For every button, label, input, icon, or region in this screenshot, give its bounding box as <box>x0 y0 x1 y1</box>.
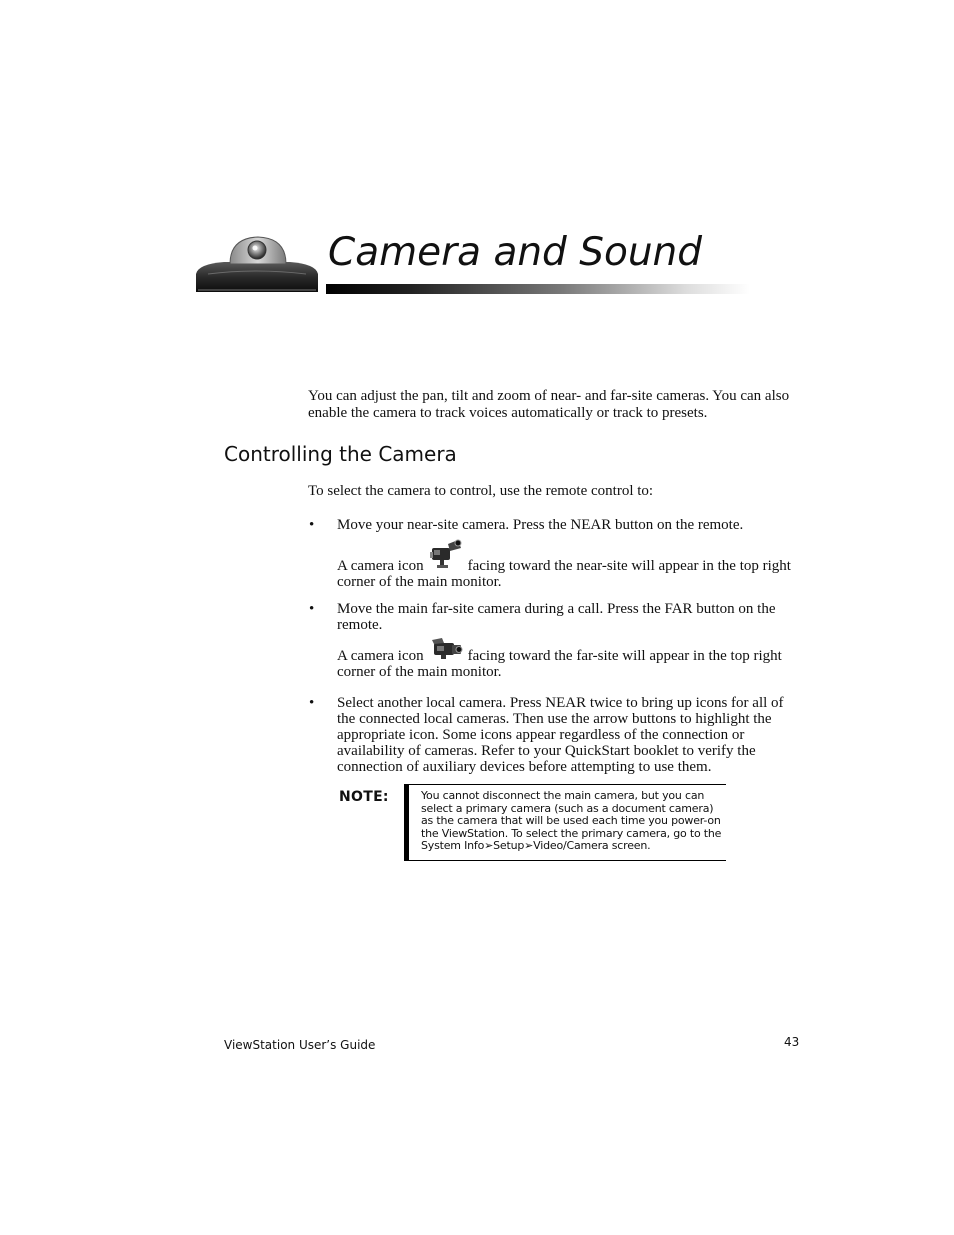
chapter-title: Camera and Sound <box>328 230 703 275</box>
viewstation-camera-icon <box>194 234 320 296</box>
page-number: 43 <box>784 1035 800 1049</box>
title-rule <box>326 284 750 294</box>
bullet-subtext: A camera icon facing toward the far-site will appear in the top right corner of the main monitor. <box>337 636 803 680</box>
bullet-text: Select another local camera. Press NEAR twice to bring up icons for all of the connected local cameras. Then use the arrow buttons to highlight the appropriate icon. Some icons appear regardless of the connection or availability of cameras. Refer to your QuickStart booklet to verify the connection of auxiliary devices before attempting to use them. <box>337 695 784 775</box>
section-lead: To select the camera to control, use the remote control to: <box>308 483 654 499</box>
intro-paragraph: You can adjust the pan, tilt and zoom of near- and far-site cameras. You can also enable the camera to track voices automatically or track to presets. <box>308 388 790 421</box>
note-label: NOTE: <box>339 789 389 805</box>
bullet-marker: • <box>309 695 315 711</box>
bullet-text: Move your near-site camera. Press the NEAR button on the remote. <box>337 517 744 533</box>
far-camera-icon <box>428 636 464 664</box>
near-camera-icon <box>428 538 464 574</box>
section-heading: Controlling the Camera <box>224 442 457 466</box>
bullet-text: Move the main far-site camera during a call. Press the FAR button on the remote. <box>337 601 776 633</box>
bullet-marker: • <box>309 601 315 617</box>
footer-guide-title: ViewStation User’s Guide <box>224 1038 376 1052</box>
bullet-marker: • <box>309 517 315 533</box>
bullet-subtext: A camera icon facing toward the near-site will appear in the top right corner of the main monitor. <box>337 538 803 590</box>
note-text: You cannot disconnect the main camera, but you can select a primary camera (such as a document camera) as the camera that will be used each time you power-on the ViewStation. To select the primary camera, go to the System Info➢Setup➢Video/Camera screen. <box>421 789 722 852</box>
